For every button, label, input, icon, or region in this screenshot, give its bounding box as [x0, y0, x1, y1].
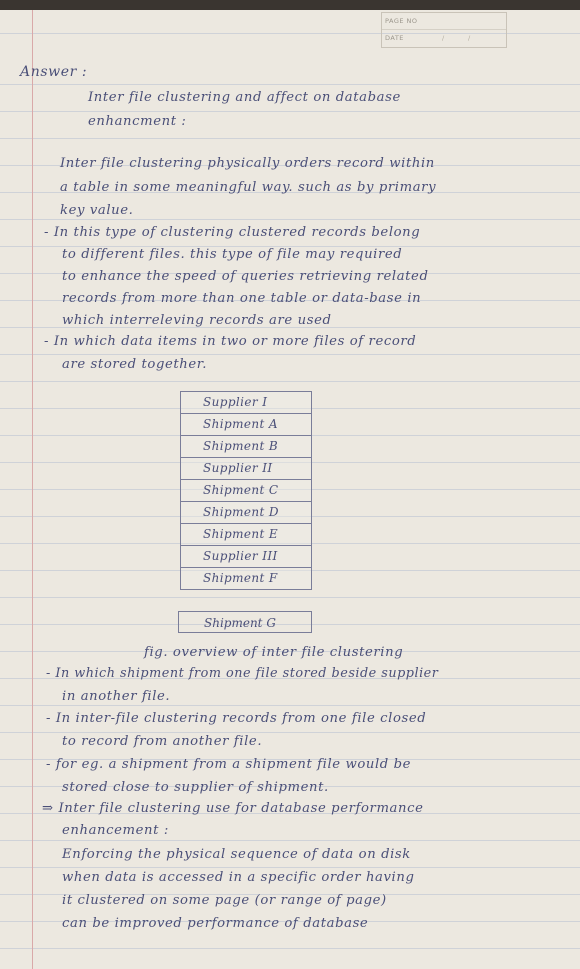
table-row: Supplier I: [181, 392, 311, 414]
bullet3-line-1: - for eg. a shipment from a shipment file would be: [46, 757, 412, 772]
page-no-label: PAGE NO: [385, 17, 418, 25]
conclusion-line-4: can be improved performance of database: [62, 916, 369, 931]
page-no-field: [382, 13, 506, 30]
table-row: Shipment E: [181, 524, 311, 546]
page-meta-box: [381, 12, 507, 48]
figure-caption: fig. overview of inter file clustering: [144, 645, 404, 660]
table-row: Shipment A: [181, 414, 311, 436]
para1-line-2: a table in some meaningful way. such as by primary: [60, 180, 437, 195]
date-field: [382, 30, 506, 46]
title-line-1: Inter file clustering and affect on database: [88, 90, 401, 105]
title-line-2: enhancment :: [88, 114, 187, 129]
para1-line-1: Inter file clustering physically orders record within: [60, 156, 435, 171]
bullet1-line-2: in another file.: [62, 689, 171, 704]
answer-heading: Answer :: [20, 64, 88, 80]
para3-line-2: are stored together.: [62, 357, 208, 372]
conclusion-line-2: when data is accessed in a specific order having: [62, 870, 415, 885]
table-row: Supplier II: [181, 458, 311, 480]
bullet2-line-1: - In inter-file clustering records from one file closed: [46, 711, 427, 726]
bullet1-line-1: - In which shipment from one file stored beside supplier: [46, 666, 439, 681]
table-row: Shipment C: [181, 480, 311, 502]
conclusion-line-1: Enforcing the physical sequence of data on disk: [62, 847, 411, 862]
date-separator: /: [442, 34, 445, 42]
para2-line-2: to different files. this type of file may required: [62, 247, 403, 262]
para3-line-1: - In which data items in two or more files of record: [44, 334, 417, 349]
bullet3-line-2: stored close to supplier of shipment.: [62, 780, 329, 795]
margin-line: [32, 10, 33, 969]
bullet4-line-1: ⇒ Inter file clustering use for database performance: [42, 801, 424, 816]
para2-line-3: to enhance the speed of queries retrieving related: [62, 269, 429, 284]
table-row: Shipment F: [203, 571, 278, 585]
para1-line-3: key value.: [60, 203, 134, 218]
clustering-table: [180, 391, 312, 590]
table-row: Shipment B: [181, 436, 311, 458]
para2-line-1: - In this type of clustering clustered records belong: [44, 225, 421, 240]
bullet2-line-2: to record from another file.: [62, 734, 263, 749]
date-label: DATE: [385, 34, 404, 42]
para2-line-4: records from more than one table or data-base in: [62, 291, 422, 306]
table-row: Supplier III: [181, 546, 311, 568]
conclusion-line-3: it clustered on some page (or range of page): [62, 893, 387, 908]
table-row: Shipment D: [181, 502, 311, 524]
para2-line-5: which interreleving records are used: [62, 313, 332, 328]
separate-shipment-cell: Shipment G: [178, 611, 312, 633]
bullet4-line-2: enhancement :: [62, 823, 169, 838]
page-top-edge: [0, 0, 580, 10]
date-separator: /: [468, 34, 471, 42]
